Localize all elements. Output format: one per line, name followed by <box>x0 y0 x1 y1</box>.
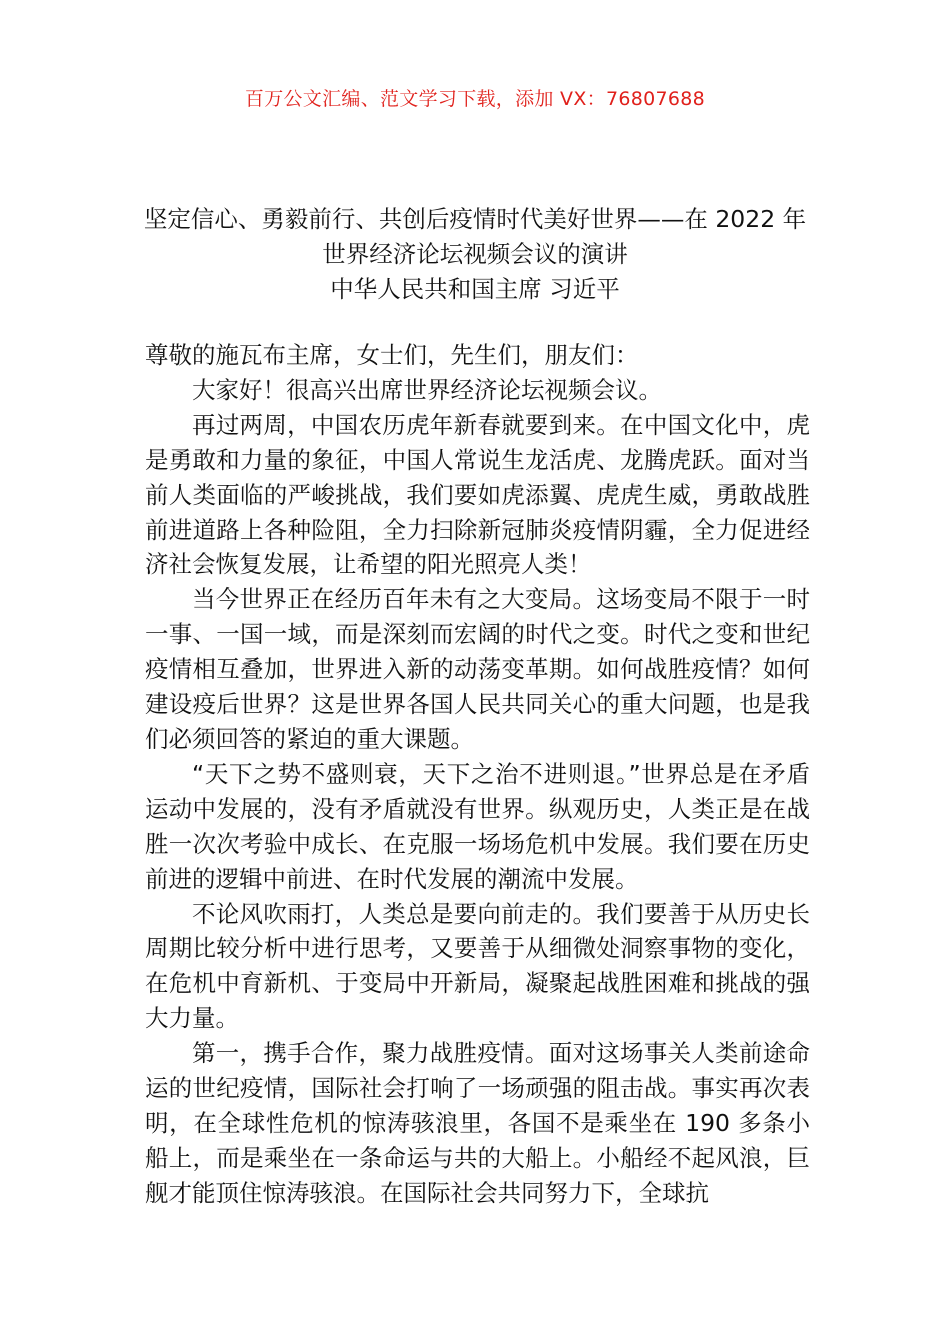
header-banner: 百万公文汇编、范文学习下载，添加 VX：76807688 <box>244 88 706 110</box>
salutation: 尊敬的施瓦布主席，女士们，先生们，朋友们： <box>145 341 639 369</box>
paragraph-tiger-year: 再过两周，中国农历虎年新春就要到来。在中国文化中，虎是勇敢和力量的象征，中国人常说生龙活虎、龙腾虎跃。面对当前人类面临的严峻挑战，我们要如虎添翼、虎虎生威，勇敢战胜前进道路上各种险阻，全力扫除新冠肺炎疫情阴霾，全力促进经济社会恢复发展，让希望的阳光照亮人类！ <box>145 410 810 579</box>
speech-body <box>145 338 810 1211</box>
paragraph-great-change: 当今世界正在经历百年未有之大变局。这场变局不限于一时一事、一国一域，而是深刻而宏阔的时代之变。时代之变和世纪疫情相互叠加，世界进入新的动荡变革期。如何战胜疫情？如何建设疫后世界？这是世界各国人民共同关心的重大问题，也是我们必须回答的紧迫的重大课题。 <box>145 585 810 753</box>
paragraph-quote: “天下之势不盛则衰，天下之治不进则退。”世界总是在矛盾运动中发展的，没有矛盾就没有世界。纵观历史，人类正是在战胜一次次考验中成长、在克服一场场危机中发展。我们要在历史前进的逻辑中前进、在时代发展的潮流中发展。 <box>145 759 810 893</box>
paragraph-first-point: 第一，携手合作，聚力战胜疫情。面对这场事关人类前途命运的世纪疫情，国际社会打响了一场顽强的阻击战。事实再次表明，在全球性危机的惊涛骇浪里，各国不是乘坐在 190 多条小船上，而是乘坐在一条命运与共的大船上。小船经不起风浪，巨舰才能顶住惊涛骇浪。在国际社会共同努力下，全球抗 <box>145 1039 810 1207</box>
title-block <box>60 202 890 307</box>
paragraph-forward: 不论风吹雨打，人类总是要向前走的。我们要善于从历史长周期比较分析中进行思考，又要善于从细微处洞察事物的变化，在危机中育新机、于变局中开新局，凝聚起战胜困难和挑战的强大力量。 <box>145 899 810 1033</box>
title-line-1: 坚定信心、勇毅前行、共创后疫情时代美好世界——在 2022 年 <box>143 205 807 233</box>
author-line: 中华人民共和国主席 习近平 <box>330 275 620 303</box>
title-line-2: 世界经济论坛视频会议的演讲 <box>322 240 628 268</box>
paragraph-greeting: 大家好！很高兴出席世界经济论坛视频会议。 <box>192 375 662 404</box>
